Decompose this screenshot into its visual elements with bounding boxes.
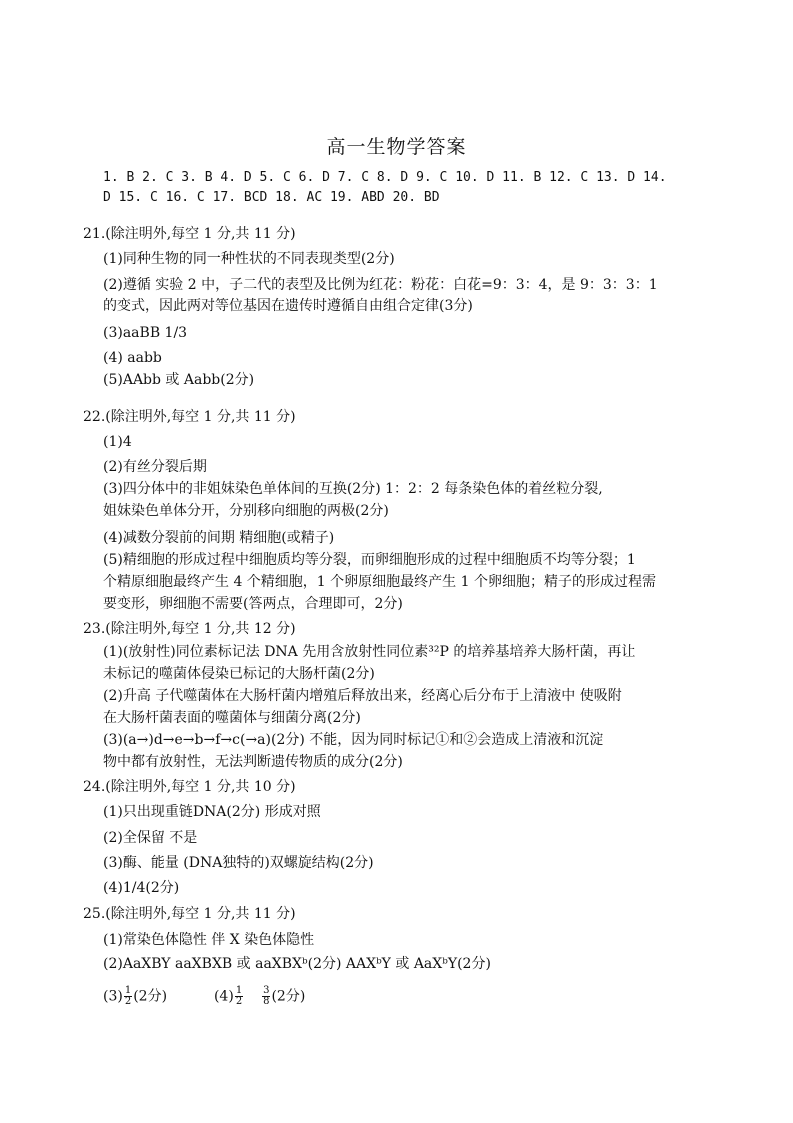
part-3-suffix: (2分)	[133, 988, 168, 1005]
fraction-denominator: 2	[124, 996, 132, 1007]
answer-line: 的变式，因此两对等位基因在遗传时遵循自由组合定律(3分)	[103, 298, 473, 314]
answer-line: 要变形，卵细胞不需要(答两点，合理即可，2分)	[103, 596, 403, 612]
answer-line: (5)精细胞的形成过程中细胞质均等分裂，而卵细胞形成的过程中细胞质不均等分裂；1	[103, 552, 636, 568]
answer-line: (4) aabb	[103, 350, 162, 366]
fraction-one-half	[124, 986, 132, 1007]
fraction-numerator: 1	[235, 985, 243, 996]
answer-line: (4)减数分裂前的间期 精细胞(或精子)	[103, 530, 335, 546]
question-header: 25.(除注明外,每空 1 分,共 11 分)	[83, 906, 296, 922]
answer-line: (2)全保留 不是	[103, 830, 198, 846]
answer-line: (1)常染色体隐性 伴 X 染色体隐性	[103, 932, 315, 948]
answer-line: 在大肠杆菌表面的噬菌体与细菌分离(2分)	[103, 710, 361, 726]
answer-line: (4)1/4(2分)	[103, 880, 180, 896]
fraction-denominator: 2	[235, 996, 243, 1007]
question-header: 21.(除注明外,每空 1 分,共 11 分)	[83, 226, 296, 242]
page-title: 高一生物学答案	[326, 136, 467, 158]
fraction-three-eighths	[262, 986, 270, 1007]
answer-line: 姐妹染色单体分开，分别移向细胞的两极(2分)	[103, 503, 389, 519]
part-3-prefix: (3)	[103, 988, 123, 1005]
answer-line: 未标记的噬菌体侵染已标记的大肠杆菌(2分)	[103, 666, 375, 682]
answer-line: (2)AaXBY aaXBXB 或 aaXBXᵇ(2分) AAXᵇY 或 AaXᵇY(2分)	[103, 956, 491, 972]
question-header: 23.(除注明外,每空 1 分,共 12 分)	[83, 621, 296, 637]
answer-line: (5)AAbb 或 Aabb(2分)	[103, 372, 255, 388]
fraction-one-half	[235, 986, 243, 1007]
part-4-suffix: (2分)	[271, 988, 306, 1005]
part-4-prefix: (4)	[213, 988, 234, 1005]
answer-line: 物中都有放射性，无法判断遗传物质的成分(2分)	[103, 754, 403, 770]
answer-key-line: D 15. C 16. C 17. BCD 18. AC 19. ABD 20. BD	[103, 190, 440, 205]
answer-line: (3)aaBB 1/3	[103, 325, 188, 341]
question-header: 22.(除注明外,每空 1 分,共 11 分)	[83, 409, 296, 425]
fraction-numerator: 1	[124, 985, 132, 996]
answer-line: (1)4	[103, 434, 132, 450]
answer-line: (2)升高 子代噬菌体在大肠杆菌内增殖后释放出来，经离心后分布于上清液中 使吸附	[103, 688, 622, 704]
answer-line: (2)有丝分裂后期	[103, 459, 207, 475]
fraction-denominator: 8	[263, 996, 270, 1007]
answer-line: (3)酶、能量 (DNA独特的)双螺旋结构(2分)	[103, 855, 374, 871]
answer-line: (1)(放射性)同位素标记法 DNA 先用含放射性同位素³²P 的培养基培养大肠杆菌，再让	[103, 644, 636, 660]
answer-line: (3)四分体中的非姐妹染色单体间的互换(2分) 1：2：2 每条染色体的着丝粒分裂,	[103, 481, 603, 497]
answer-key-line: 1. B 2. C 3. B 4. D 5. C 6. D 7. C 8. D 9. C 10. D 11. B 12. C 13. D 14.	[103, 170, 667, 185]
question-header: 24.(除注明外,每空 1 分,共 10 分)	[83, 779, 296, 795]
answer-line-fractions	[103, 986, 305, 1007]
answer-line: (3)(a→)d→e→b→f→c(→a)(2分) 不能，因为同时标记①和②会造成上清液和沉淀	[103, 732, 604, 748]
answer-line: (2)遵循 实验 2 中，子二代的表型及比例为红花：粉花：白花=9：3：4，是 9：3：3：1	[103, 277, 658, 293]
answer-line: 个精原细胞最终产生 4 个精细胞，1 个卵原细胞最终产生 1 个卵细胞；精子的形成过程需	[103, 574, 656, 590]
answer-line: (1)只出现重链DNA(2分) 形成对照	[103, 804, 321, 820]
answer-line: (1)同种生物的同一种性状的不同表现类型(2分)	[103, 251, 395, 267]
fraction-numerator: 3	[263, 985, 270, 996]
